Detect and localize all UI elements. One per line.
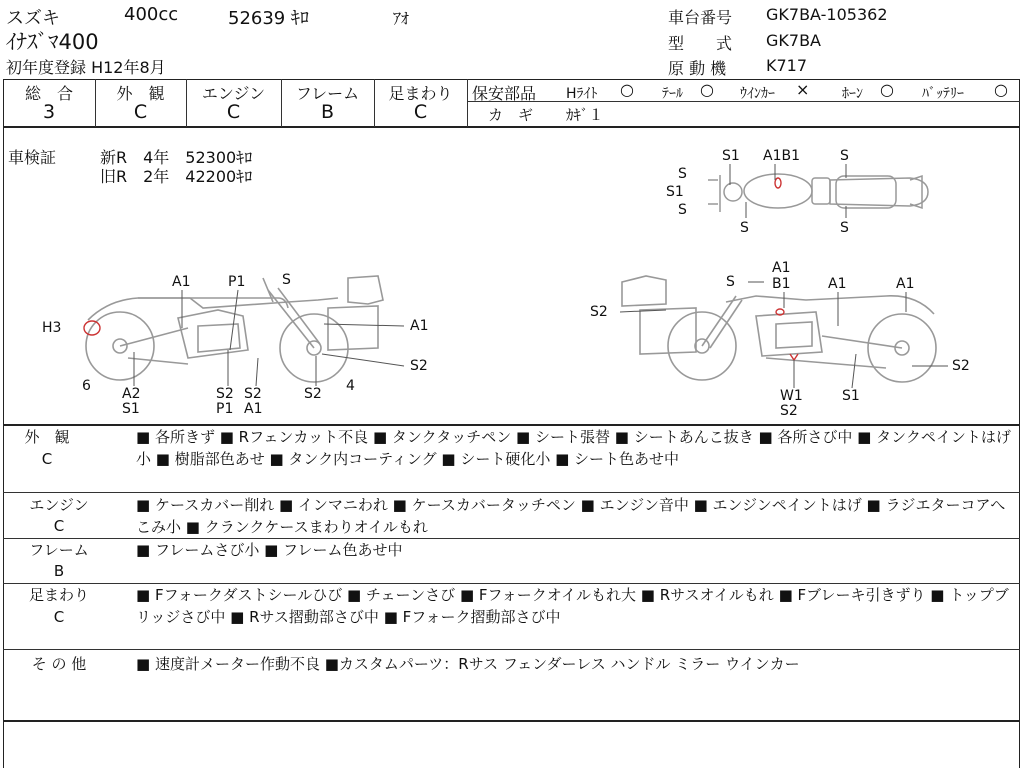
left-label: S2 xyxy=(216,386,234,402)
grade-header-exterior: 外 観 xyxy=(116,84,165,103)
frame-no-label: 車台番号 xyxy=(668,8,733,27)
section-engine-title: エンジン xyxy=(29,496,89,514)
top-label: S xyxy=(740,220,749,236)
model-name: ｲﾅｽﾞﾏ400 xyxy=(6,30,99,54)
type-value: GK7BA xyxy=(766,31,821,50)
section-frame-text: ■ フレームさび小 ■ フレーム色あせ中 xyxy=(136,541,403,559)
left-label: 4 xyxy=(346,378,355,394)
frame-no: GK7BA-105362 xyxy=(766,5,888,24)
left-label: S2 xyxy=(410,358,428,374)
left-label: S2 xyxy=(304,386,322,402)
top-label: S1 xyxy=(666,184,684,200)
grade-value-exterior: C xyxy=(133,101,148,123)
section-suspension-text: ■ Fフォークダストシールひび ■ チェーンさび ■ Fフォークオイルもれ大 ■ Rサスオイルもれ ■ Fブレーキ引きずり ■ トップブリッジさび中 ■ Rサス摺動部さび中 ■ Fフォーク摺動部さび中 xyxy=(136,586,1009,626)
motorcycle-left-view xyxy=(38,268,448,418)
inspection-label: 車検証 xyxy=(8,148,57,167)
top-label: S xyxy=(840,148,849,164)
mileage: 52639 ｷﾛ xyxy=(228,8,309,29)
grade-header-engine: エンジン xyxy=(201,84,266,103)
section-other-text: ■ 速度計メーター作動不良 ■カスタムパーツ：Rサス フェンダーレス ハンドル ミラー ウインカー xyxy=(136,655,800,673)
key-label: カ ギ xyxy=(488,106,534,124)
section-suspension-title: 足まわり xyxy=(28,586,89,604)
section-exterior-text: ■ 各所きず ■ Rフェンカット不良 ■ タンクタッチペン ■ シート張替 ■ シートあんこ抜き ■ 各所さび中 ■ タンクペイントはげ小 ■ 樹脂部色あせ ■ タンク内コーティング ■ シート硬化小 ■ シート色あせ中 xyxy=(136,428,1011,468)
top-label: S xyxy=(840,220,849,236)
section-engine-grade: C xyxy=(53,517,65,535)
safety-mark-winker: × xyxy=(796,80,810,99)
right-label: W1 xyxy=(780,388,803,404)
safety-mark-battery: ○ xyxy=(994,80,1008,99)
key-value: ｶｷﾞ１ xyxy=(566,106,604,124)
left-label: P1 xyxy=(216,401,234,417)
right-label: S1 xyxy=(842,388,860,404)
safety-item-headlight: Hﾗｲﾄ xyxy=(566,86,598,102)
first-registration: 初年度登録 H12年8月 xyxy=(6,58,166,77)
inspection-old: 旧R 2年 42200ｷﾛ xyxy=(100,167,253,186)
top-label: S xyxy=(678,202,687,218)
left-label: S xyxy=(282,272,291,288)
displacement: 400cc xyxy=(124,4,179,25)
grade-value-suspension: C xyxy=(413,101,428,123)
grade-header-suspension: 足まわり xyxy=(388,84,453,103)
section-exterior-title: 外 観 xyxy=(24,428,70,446)
section-engine-text: ■ ケースカバー削れ ■ インマニわれ ■ ケースカバータッチペン ■ エンジン音中 ■ エンジンペイントはげ ■ ラジエターコアへこみ小 ■ クランクケースまわりオイルもれ xyxy=(136,496,1006,536)
right-label: S2 xyxy=(952,358,970,374)
right-label: S2 xyxy=(780,403,798,419)
left-label: A1 xyxy=(172,274,191,290)
grade-value-engine: C xyxy=(226,101,241,123)
safety-mark-tail: ○ xyxy=(700,80,714,99)
left-label: A2 xyxy=(122,386,141,402)
safety-mark-headlight: ○ xyxy=(620,80,634,99)
safety-item-horn: ﾎｰﾝ xyxy=(842,86,863,102)
right-label: S2 xyxy=(590,304,608,320)
footer-strip xyxy=(3,721,1020,768)
right-label: A1 xyxy=(772,260,791,276)
left-label: S1 xyxy=(122,401,140,417)
inspection-new: 新R 4年 52300ｷﾛ xyxy=(100,148,253,167)
section-other-title: そ の 他 xyxy=(31,655,87,673)
top-label: A1B1 xyxy=(763,148,800,164)
safety-item-battery: ﾊﾞｯﾃﾘｰ xyxy=(922,86,964,102)
left-label: 6 xyxy=(82,378,91,394)
left-label: S2 xyxy=(244,386,262,402)
safety-label: 保安部品 xyxy=(472,84,537,103)
safety-mark-horn: ○ xyxy=(880,80,894,99)
right-label: B1 xyxy=(772,276,791,292)
right-label: A1 xyxy=(828,276,847,292)
right-label: S xyxy=(726,274,735,290)
grade-header-frame: フレーム xyxy=(295,84,360,103)
left-label: P1 xyxy=(228,274,246,290)
section-frame-grade: B xyxy=(53,562,65,580)
left-label: A1 xyxy=(410,318,429,334)
motorcycle-right-view xyxy=(586,256,986,421)
section-exterior-grade: C xyxy=(41,450,53,468)
engine-label: 原 動 機 xyxy=(668,59,727,78)
section-suspension-grade: C xyxy=(53,608,65,626)
section-frame-title: フレーム xyxy=(29,541,89,559)
top-label: S1 xyxy=(722,148,740,164)
type-label: 型 式 xyxy=(668,34,733,53)
safety-item-winker: ｳｲﾝｶｰ xyxy=(740,86,775,102)
grade-header-overall: 総 合 xyxy=(24,84,73,103)
grade-value-overall: 3 xyxy=(42,101,56,123)
engine-value: K717 xyxy=(766,56,808,75)
right-label: A1 xyxy=(896,276,915,292)
left-label: A1 xyxy=(244,401,263,417)
maker-name: スズキ xyxy=(6,8,60,29)
grade-value-frame: B xyxy=(320,101,335,123)
left-label: H3 xyxy=(42,320,62,336)
motorcycle-top-view xyxy=(660,140,950,240)
top-label: S xyxy=(678,166,687,182)
body-color: ｱｵ xyxy=(393,9,410,28)
safety-item-tail: ﾃｰﾙ xyxy=(662,86,683,102)
